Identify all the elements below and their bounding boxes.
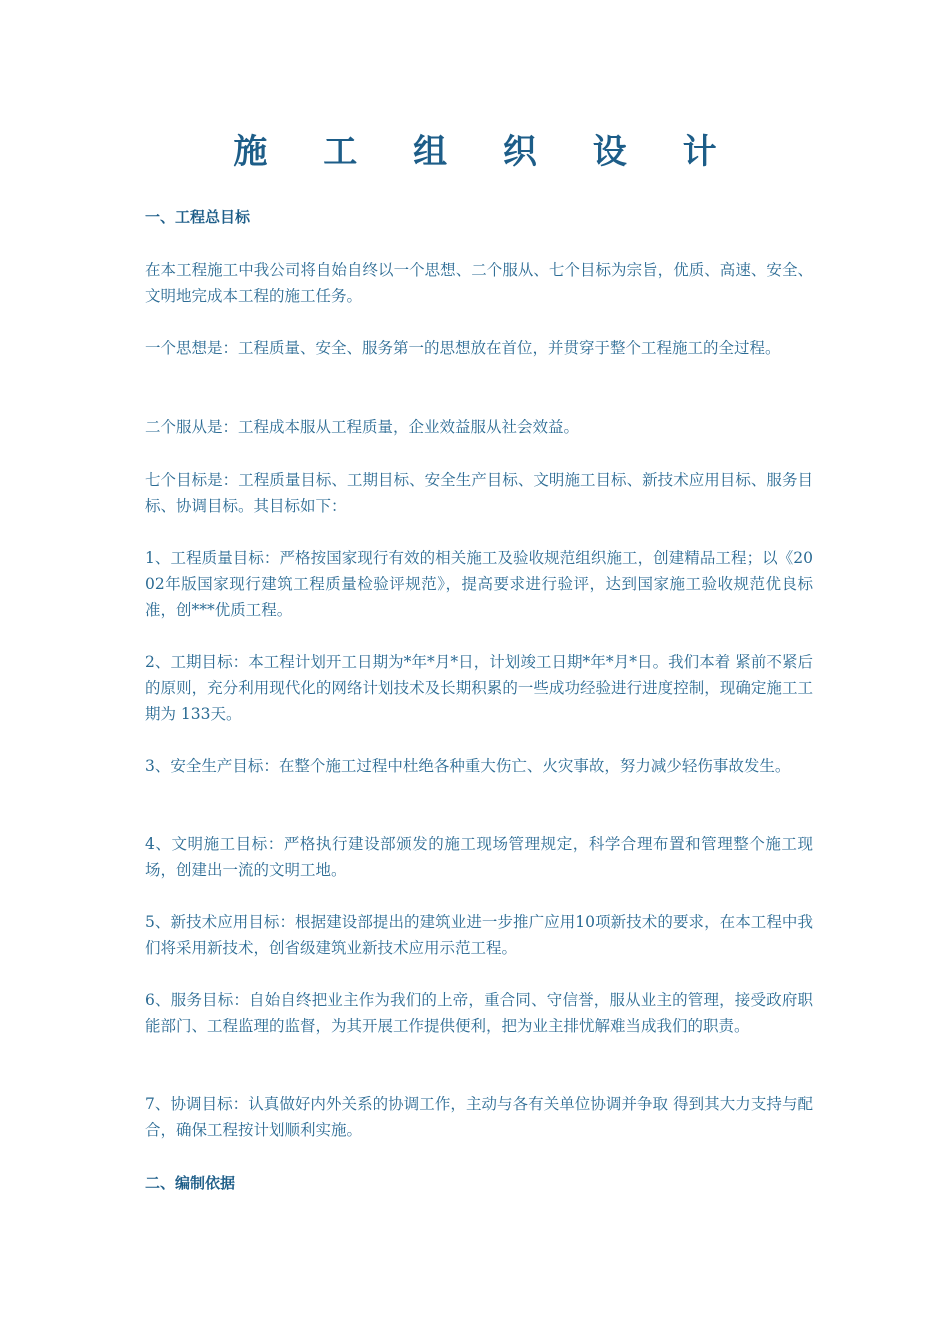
paragraph-civilized-goal: 4、文明施工目标：严格执行建设部颁发的施工现场管理规定，科学合理布置和管理整个施工现场，创建出一流的文明工地。 — [145, 835, 813, 879]
paragraph-technology-goal: 5、新技术应用目标：根据建设部提出的建筑业进一步推广应用10项新技术的要求，在本工程中我们将采用新技术，创省级建筑业新技术应用示范工程。 — [145, 913, 813, 957]
section-heading-basis: 二、编制依据 — [145, 1174, 236, 1192]
paragraph-coordination-goal: 7、协调目标：认真做好内外关系的协调工作，主动与各有关单位协调并争取 得到其大力支持与配合，确保工程按计划顺利实施。 — [145, 1095, 813, 1139]
paragraph-schedule-goal: 2、工期目标：本工程计划开工日期为*年*月*日，计划竣工日期*年*月*日。我们本着 紧前不紧后的原则，充分利用现代化的网络计划技术及长期积累的一些成功经验进行进度控制，现确定施工工期为 133天。 — [145, 653, 813, 723]
document-title: 施 工 组 织 设 计 — [233, 132, 739, 172]
paragraph-one-idea: 一个思想是：工程质量、安全、服务第一的思想放在首位，并贯穿于整个工程施工的全过程。 — [145, 339, 781, 357]
paragraph-two-obey: 二个服从是：工程成本服从工程质量，企业效益服从社会效益。 — [145, 418, 580, 436]
paragraph-seven-goals: 七个目标是：工程质量目标、工期目标、安全生产目标、文明施工目标、新技术应用目标、服务目标、协调目标。其目标如下： — [145, 471, 813, 515]
paragraph-service-goal: 6、服务目标：自始自终把业主作为我们的上帝，重合同、守信誉，服从业主的管理，接受政府职能部门、工程监理的监督，为其开展工作提供便利，把为业主排忧解难当成我们的职责。 — [145, 991, 813, 1035]
section-heading-goals: 一、工程总目标 — [145, 208, 251, 226]
paragraph-intro: 在本工程施工中我公司将自始自终以一个思想、二个服从、七个目标为宗旨，优质、高速、安全、文明地完成本工程的施工任务。 — [145, 261, 813, 305]
paragraph-safety-goal: 3、安全生产目标：在整个施工过程中杜绝各种重大伤亡、火灾事故，努力减少轻伤事故发生。 — [145, 757, 791, 775]
paragraph-quality-goal: 1、工程质量目标：严格按国家现行有效的相关施工及验收规范组织施工，创建精品工程；以《2002年版国家现行建筑工程质量检验评规范》，提高要求进行验评，达到国家施工验收规范优良标准，创***优质工程。 — [145, 549, 813, 619]
